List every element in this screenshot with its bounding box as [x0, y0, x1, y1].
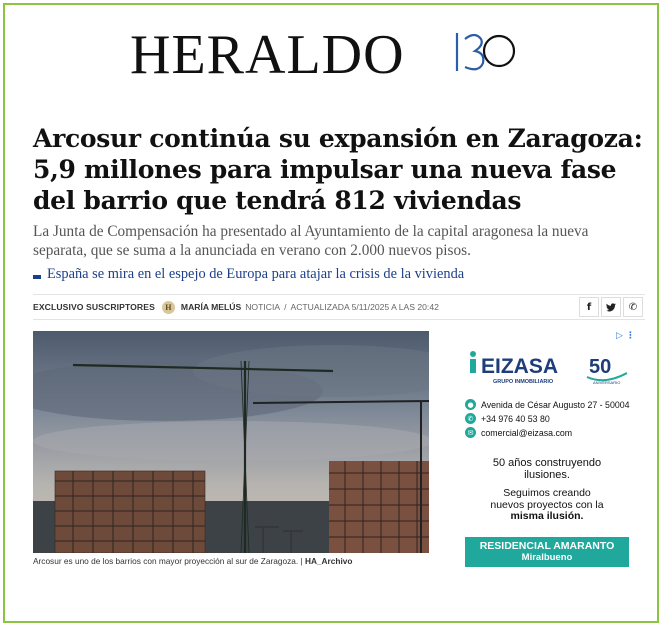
article-type: NOTICIA	[245, 302, 281, 312]
whatsapp-share-button[interactable]	[623, 297, 643, 317]
tagline2-line-a: Seguimos creando	[503, 487, 591, 499]
photo-credit: HA_Archivo	[304, 556, 353, 566]
phone-icon: ✆	[465, 413, 476, 424]
facebook-share-button[interactable]	[579, 297, 599, 317]
anniversary-label: ANIVERSARIO	[593, 380, 621, 385]
twitter-icon	[606, 303, 616, 312]
article-dek: La Junta de Compensación ha presentado al Ayuntamiento de la capital aragonesa la nueva separata, que se suma a la anunciada en verano con 2.000 nuevos pisos.	[33, 223, 589, 259]
facebook-icon: f	[586, 301, 592, 313]
construction-cranes-image	[33, 331, 429, 553]
caption-separator: |	[300, 556, 303, 566]
anniversary-number: 50	[589, 356, 612, 378]
ad-tagline-2	[457, 488, 637, 523]
location-pin-icon: ●	[465, 399, 476, 410]
article-headline: Arcosur continúa su expansión en Zaragoza: 5,9 millones para impulsar una nueva fase del barrio que tendrá 812 viviendas	[33, 124, 643, 215]
email-icon: ✉	[465, 427, 476, 438]
cta-line-1: RESIDENCIAL AMARANTO	[479, 540, 615, 552]
caption-text: Arcosur es uno de los barrios con mayor proyección al sur de Zaragoza.	[33, 556, 299, 566]
page-frame	[3, 3, 659, 623]
phone-text[interactable]: +34 976 40 53 80	[481, 413, 550, 424]
byline-separator: /	[284, 302, 287, 312]
address-text: Avenida de César Augusto 27 - 50004	[481, 399, 630, 410]
ad-email[interactable]	[465, 427, 572, 438]
ad-tagline-1	[457, 457, 637, 481]
related-article-label[interactable]: España se mira en el espejo de Europa para atajar la crisis de la vivienda	[47, 266, 465, 282]
share-buttons	[579, 297, 643, 317]
twitter-share-button[interactable]	[601, 297, 621, 317]
updated-timestamp: ACTUALIZADA 5/11/2025 A LAS 20:42	[290, 302, 439, 312]
eizasa-logo	[465, 343, 633, 393]
subscriber-badge-icon: H	[162, 301, 175, 314]
email-text[interactable]: comercial@eizasa.com	[481, 427, 573, 438]
author-name[interactable]: MARÍA MELÚS	[180, 302, 242, 312]
ad-phone[interactable]	[465, 413, 550, 424]
masthead	[5, 19, 657, 85]
residencial-amaranto-button[interactable]	[465, 537, 629, 567]
ad-address	[465, 399, 630, 410]
tagline2-line-b: nuevos proyectos con la	[490, 498, 604, 511]
tagline2-line-c: misma ilusión.	[510, 510, 584, 522]
brand-subtitle: GRUPO INMOBILIARIO	[493, 379, 554, 385]
photo-caption	[33, 556, 352, 566]
heraldo-logo[interactable]: HERALDO	[130, 24, 405, 86]
article-photo[interactable]	[33, 331, 429, 553]
adchoices-icon[interactable]: ▷ ⋮	[615, 331, 635, 341]
tagline1-line-b: ilusiones.	[524, 469, 570, 481]
whatsapp-icon: ✆	[628, 301, 638, 313]
exclusive-label: EXCLUSIVO SUSCRIPTORES	[33, 302, 155, 312]
related-article-link[interactable]	[33, 266, 464, 283]
cta-line-2: Miralbueno	[521, 552, 573, 563]
tagline1-line-a: 50 años construyendo	[492, 457, 602, 469]
bullet-icon	[33, 275, 41, 279]
advertisement[interactable]	[457, 331, 637, 571]
anniversary-130-logo	[453, 27, 517, 79]
byline-bar	[33, 294, 645, 320]
brand-name: EIZASA	[481, 355, 559, 378]
